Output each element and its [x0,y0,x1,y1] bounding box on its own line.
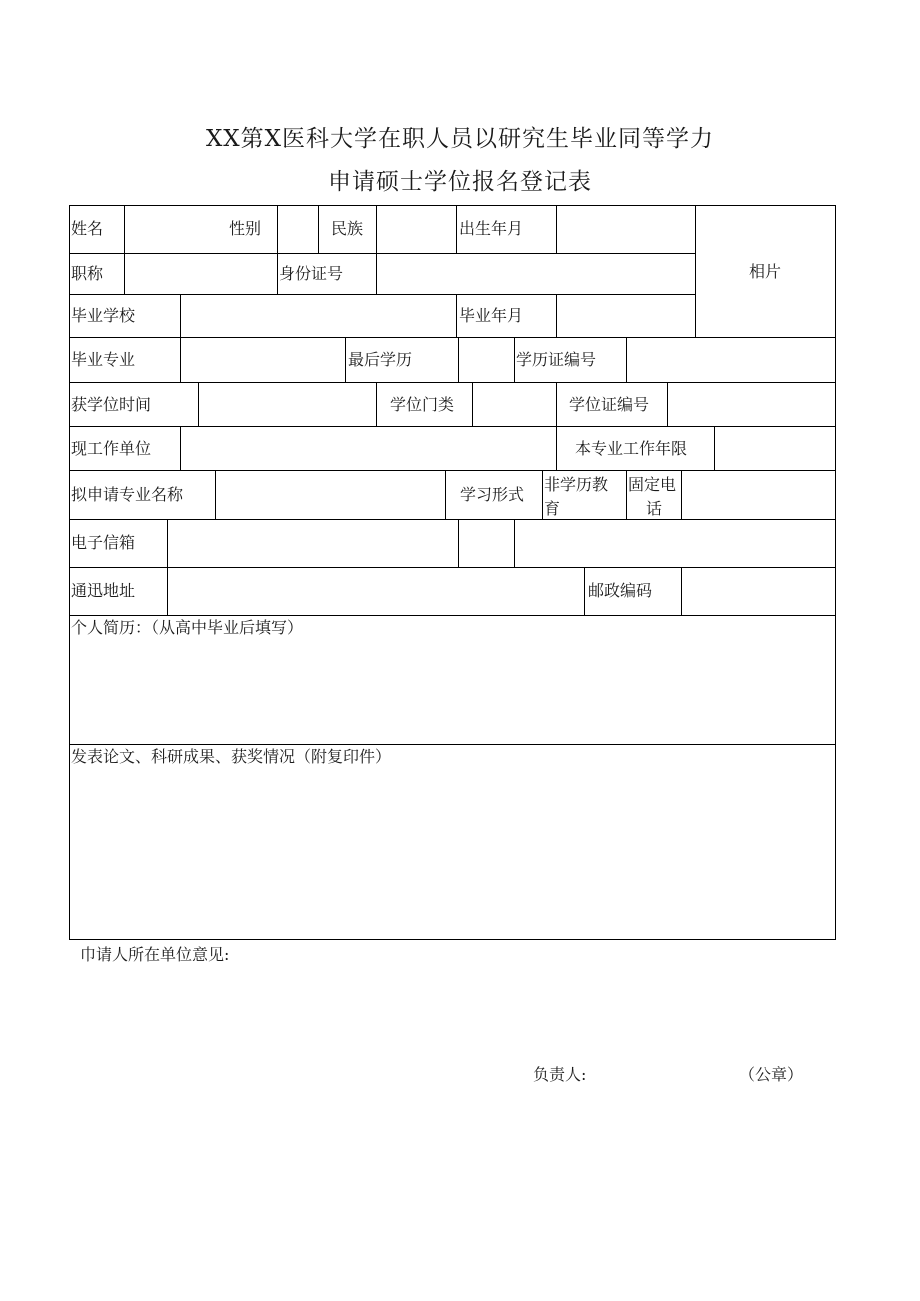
degree-category-label: 学位门类 [390,395,455,414]
landline-label-line-2: 话 [646,499,663,518]
years-in-field-label: 本专业工作年限 [575,439,688,458]
address-label: 通迅地址 [71,581,136,600]
study-form-value-line-1: 非学历教 [544,475,609,494]
graduate-school-label: 毕业学校 [71,306,136,325]
responsible-person-label: 负责人: [533,1065,587,1084]
form-title-line-1: XX第X医科大学在职人员以研究生毕业同等学力 [205,126,715,152]
photo-box[interactable] [696,206,834,336]
birth-date-field[interactable] [557,206,694,252]
postal-code-label: 邮政编码 [588,581,653,600]
study-form-value-line-2: 育 [544,499,561,518]
ethnicity-label: 民族 [331,219,364,238]
graduation-date-label: 毕业年月 [459,306,524,325]
resume-area[interactable] [70,640,835,743]
photo-placeholder: 相片 [749,262,782,281]
current-employer-label: 现工作单位 [71,439,152,458]
gender-field[interactable] [278,206,317,252]
resume-label: 个人简历：（从高中毕业后填写） [71,618,304,637]
address-field[interactable] [168,568,583,614]
name-label: 姓名 [71,219,104,238]
education-cert-number-field[interactable] [627,338,834,381]
last-education-field[interactable] [459,338,513,381]
employer-opinion-label: 巾请人所在单位意见: [80,945,230,964]
name-field[interactable] [125,206,225,252]
email-field[interactable] [168,520,457,566]
job-title-field[interactable] [125,254,276,293]
official-seal-label: （公章） [739,1065,804,1084]
job-title-label: 职称 [71,264,104,283]
gender-label: 性别 [229,219,262,238]
degree-cert-number-label: 学位证编号 [569,395,650,414]
publications-area[interactable] [70,770,835,938]
landline-field[interactable] [682,471,834,518]
degree-time-label: 获学位时间 [71,395,152,414]
ethnicity-field[interactable] [377,206,455,252]
graduation-date-field[interactable] [557,295,694,336]
postal-code-field[interactable] [682,568,834,614]
degree-category-field[interactable] [473,383,555,425]
form-title-line-2: 申请硕士学位报名登记表 [328,169,592,195]
id-number-field[interactable] [377,254,694,293]
birth-date-label: 出生年月 [459,219,524,238]
graduate-major-field[interactable] [181,338,344,381]
intended-major-label: 拟申请专业名称 [71,485,184,504]
degree-time-field[interactable] [199,383,375,425]
email-extra-field[interactable] [515,520,834,566]
study-form-label: 学习形式 [460,485,525,504]
landline-label-line-1: 固定电 [628,475,677,494]
years-in-field-field[interactable] [715,427,834,469]
degree-cert-number-field[interactable] [668,383,834,425]
publications-label: 发表论文、科研成果、获奖情况（附复印件） [71,747,392,766]
current-employer-field[interactable] [181,427,555,469]
intended-major-field[interactable] [216,471,444,518]
last-education-label: 最后学历 [348,350,413,369]
employer-opinion-area[interactable] [70,965,835,1055]
graduate-school-field[interactable] [181,295,455,336]
unlabeled-field[interactable] [459,520,513,566]
graduate-major-label: 毕业专业 [71,350,136,369]
email-label: 电子信箱 [71,533,136,552]
education-cert-number-label: 学历证编号 [516,350,597,369]
id-number-label: 身份证号 [279,264,344,283]
